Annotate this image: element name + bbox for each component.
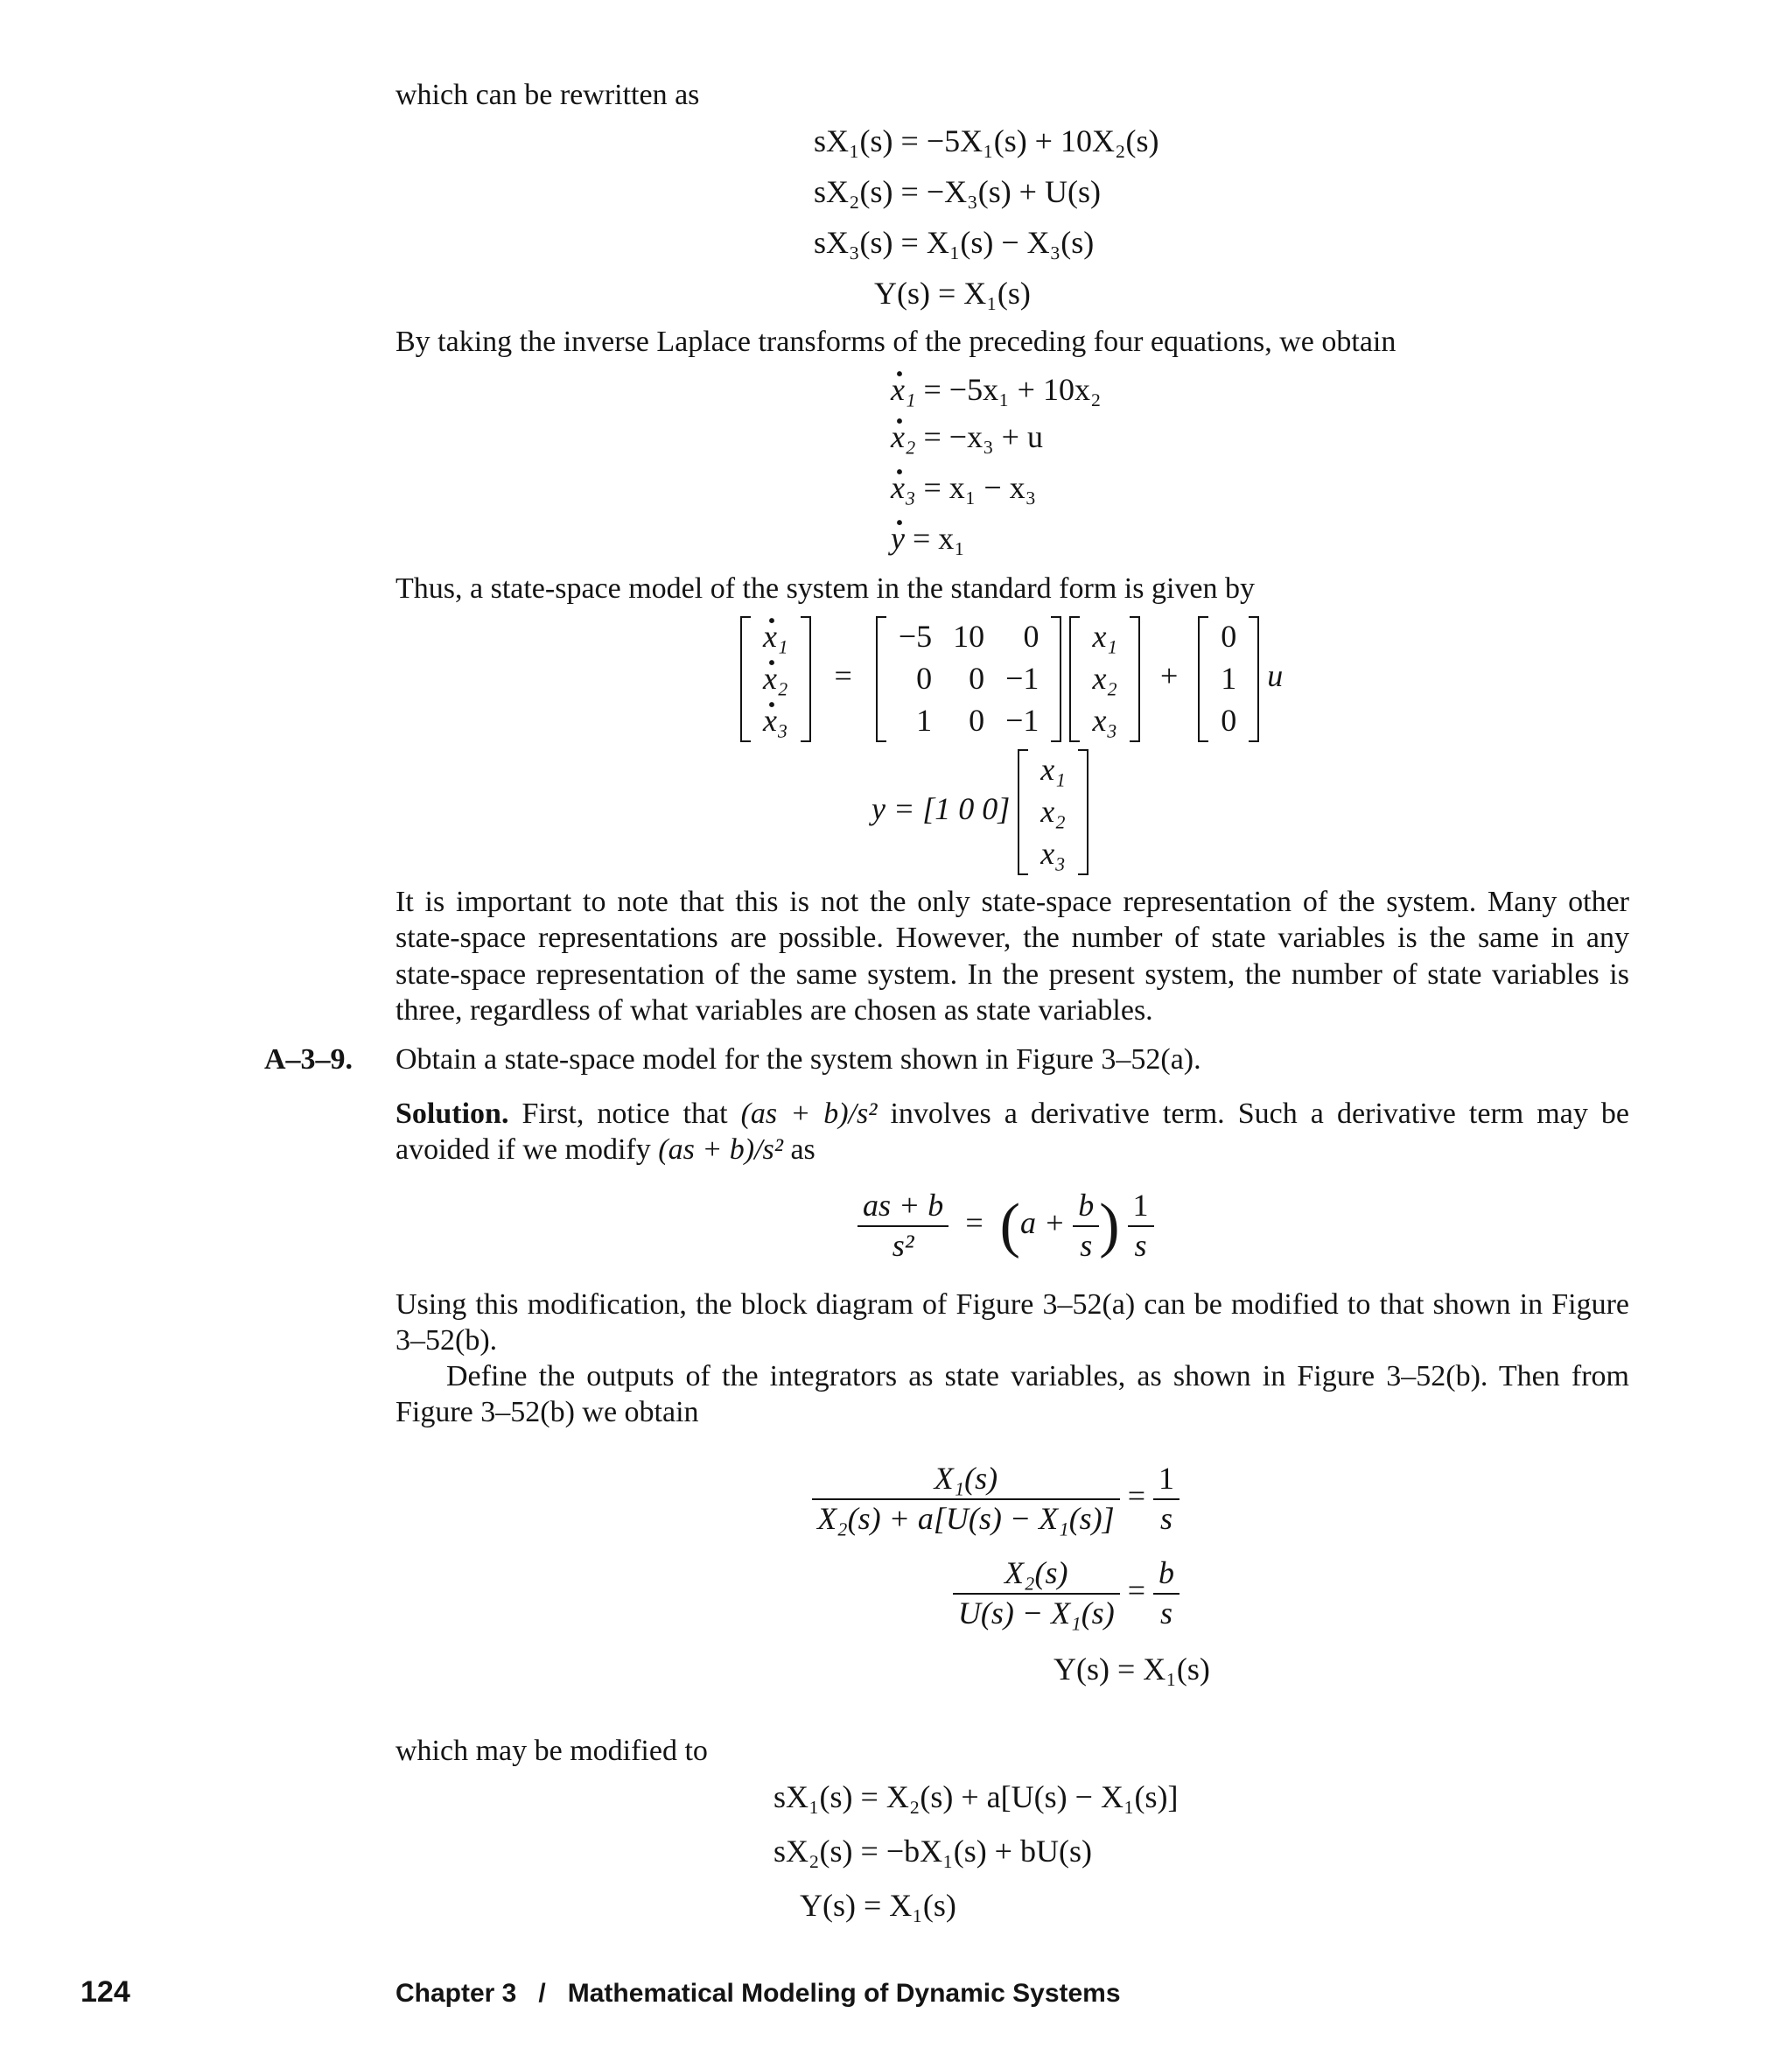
solution-label: Solution. <box>396 1098 509 1130</box>
xdot-3: x₃ · <box>763 702 788 740</box>
f1-den: X₂(s) + a[U(s) − X₁(s)] <box>817 1500 1115 1536</box>
mod-one-num: 1 <box>1128 1187 1154 1227</box>
a-23: −1 <box>1005 660 1040 696</box>
output-x-vector <box>1018 749 1088 875</box>
using-paragraph: Using this modification, the block diagram of Figure 3–52(a) can be modified to that shown in Figure 3–52(b). <box>396 1288 1629 1357</box>
f2-rhs-fraction <box>1153 1554 1180 1633</box>
x-2: x₂ <box>1092 660 1117 696</box>
final-eq-2: sX₂(s) = −bX₁(s) + bU(s) <box>774 1834 1092 1869</box>
mod-one-fraction <box>1128 1187 1154 1266</box>
time-eq-2-lhs: x₂ · <box>891 418 916 457</box>
f1-rhs-fraction <box>1153 1460 1180 1539</box>
block-eq-1 <box>777 1460 1180 1539</box>
a-12: 10 <box>953 619 985 654</box>
chapter-footer: Chapter 3 / Mathematical Modeling of Dynamic Systems <box>396 1979 1121 2008</box>
mod-lhs-den: s² <box>892 1227 914 1263</box>
a-31: 1 <box>916 702 933 738</box>
solution-text-b: involves a derivative term. Such a derivative term may be avoided if we modify <box>396 1098 1629 1167</box>
intro-line: which can be rewritten as <box>396 79 700 111</box>
solution-text-c: as <box>782 1133 816 1167</box>
time-eq-3 <box>891 469 1036 508</box>
output-equation <box>872 749 1088 875</box>
xdot-2: x₂ · <box>763 660 788 698</box>
b-2: 1 <box>1221 660 1237 696</box>
time-eq-4-lhs: y · <box>891 520 905 558</box>
x-vector <box>1069 616 1140 742</box>
b-3: 0 <box>1221 702 1237 738</box>
mod-lhs-fraction <box>858 1187 948 1266</box>
mod-equals: = <box>965 1205 984 1241</box>
time-eq-4-rhs: = x₁ <box>912 521 965 556</box>
f2-den: U(s) − X₁(s) <box>957 1595 1115 1631</box>
xdot-1: x₁ · <box>763 618 788 656</box>
block-eq-2 <box>777 1554 1180 1633</box>
mod-a: a + <box>1019 1205 1066 1241</box>
solution-paragraph <box>396 1096 1629 1168</box>
solution-text-a: First, notice that <box>508 1098 741 1130</box>
f1-num: X₁(s) <box>812 1460 1120 1500</box>
f1-rhs-den: s <box>1159 1500 1172 1536</box>
out-x-1: x₁ <box>1040 752 1066 787</box>
f2-num: X₂(s) <box>953 1554 1120 1595</box>
laplace-eq-4: Y(s) = X₁(s) <box>874 276 1031 311</box>
f2-equals: = <box>1127 1573 1145 1609</box>
input-u: u <box>1267 658 1284 694</box>
xdot-vector <box>740 616 811 742</box>
final-eq-1: sX₁(s) = X₂(s) + a[U(s) − X₁(s)] <box>774 1779 1179 1814</box>
solution-expr-2: (as + b)/s² <box>658 1133 783 1167</box>
f2-rhs-num: b <box>1153 1554 1180 1595</box>
equals-sign: = <box>834 658 852 694</box>
output-lhs: y = [1 0 0] <box>872 791 1011 827</box>
matrix-a <box>876 616 1062 742</box>
time-eq-1 <box>891 371 1102 410</box>
time-eq-1-lhs: x₁ · <box>891 371 916 410</box>
modification-equation <box>858 1187 1154 1266</box>
b-1: 0 <box>1221 619 1237 654</box>
define-paragraph: Define the outputs of the integrators as state variables, as shown in Figure 3–52(b). Then from Figure 3–52(b) we obtain <box>396 1360 1629 1429</box>
a-21: 0 <box>916 660 933 696</box>
mod-one-den: s <box>1134 1227 1147 1263</box>
f2-rhs-den: s <box>1159 1595 1172 1631</box>
page-number: 124 <box>80 1975 130 2009</box>
time-eq-3-rhs: = x₁ − x₃ <box>923 470 1037 505</box>
f2-fraction <box>953 1554 1120 1633</box>
out-x-2: x₂ <box>1040 793 1066 829</box>
f1-equals: = <box>1127 1478 1145 1514</box>
a-13: 0 <box>1023 619 1040 654</box>
mod-lhs-num: as + b <box>858 1187 948 1227</box>
f1-fraction <box>812 1460 1120 1539</box>
state-equation <box>740 616 1283 742</box>
time-eq-2 <box>891 418 1043 457</box>
mod-b-num: b <box>1073 1187 1099 1227</box>
block-eq-3: Y(s) = X₁(s) <box>1054 1652 1210 1687</box>
f1-rhs-num: 1 <box>1153 1460 1180 1500</box>
problem-text: Obtain a state-space model for the system shown in Figure 3–52(a). <box>396 1043 1201 1076</box>
matrix-b <box>1198 616 1259 742</box>
final-eq-3: Y(s) = X₁(s) <box>800 1888 956 1923</box>
solution-expr-1: (as + b)/s² <box>740 1098 878 1130</box>
important-paragraph: It is important to note that this is not the only state-space representation of the system. Many other state-space representations are possible. However, the number of state variables is the same in any state-space representation of the same system. In the present system, the number of state variables is three, regardless of what variables are chosen as state variables. <box>396 886 1629 1027</box>
laplace-eq-2: sX₂(s) = −X₃(s) + U(s) <box>814 174 1101 209</box>
standard-form-text: Thus, a state-space model of the system in the standard form is given by <box>396 572 1255 605</box>
time-eq-1-rhs: = −5x₁ + 10x₂ <box>923 372 1102 407</box>
right-paren: ) <box>1099 1192 1120 1260</box>
mod-b-fraction <box>1073 1187 1099 1266</box>
left-paren: ( <box>999 1192 1020 1260</box>
a-22: 0 <box>969 660 985 696</box>
time-eq-2-rhs: = −x₃ + u <box>923 419 1043 454</box>
laplace-eq-1: sX₁(s) = −5X₁(s) + 10X₂(s) <box>814 123 1159 158</box>
x-1: x₁ <box>1092 619 1117 654</box>
time-eq-3-lhs: x₃ · <box>891 469 916 508</box>
a-32: 0 <box>969 702 985 738</box>
out-x-3: x₃ <box>1040 835 1066 871</box>
time-eq-4 <box>891 520 965 558</box>
laplace-eq-3: sX₃(s) = X₁(s) − X₃(s) <box>814 225 1095 260</box>
modified-line: which may be modified to <box>396 1735 708 1767</box>
x-3: x₃ <box>1092 702 1117 738</box>
problem-label: A–3–9. <box>264 1043 354 1076</box>
a-11: −5 <box>898 619 933 654</box>
inverse-laplace-text: By taking the inverse Laplace transforms of the preceding four equations, we obtain <box>396 326 1396 358</box>
a-33: −1 <box>1005 702 1040 738</box>
plus-sign: + <box>1159 658 1179 694</box>
mod-b-den: s <box>1080 1227 1093 1263</box>
